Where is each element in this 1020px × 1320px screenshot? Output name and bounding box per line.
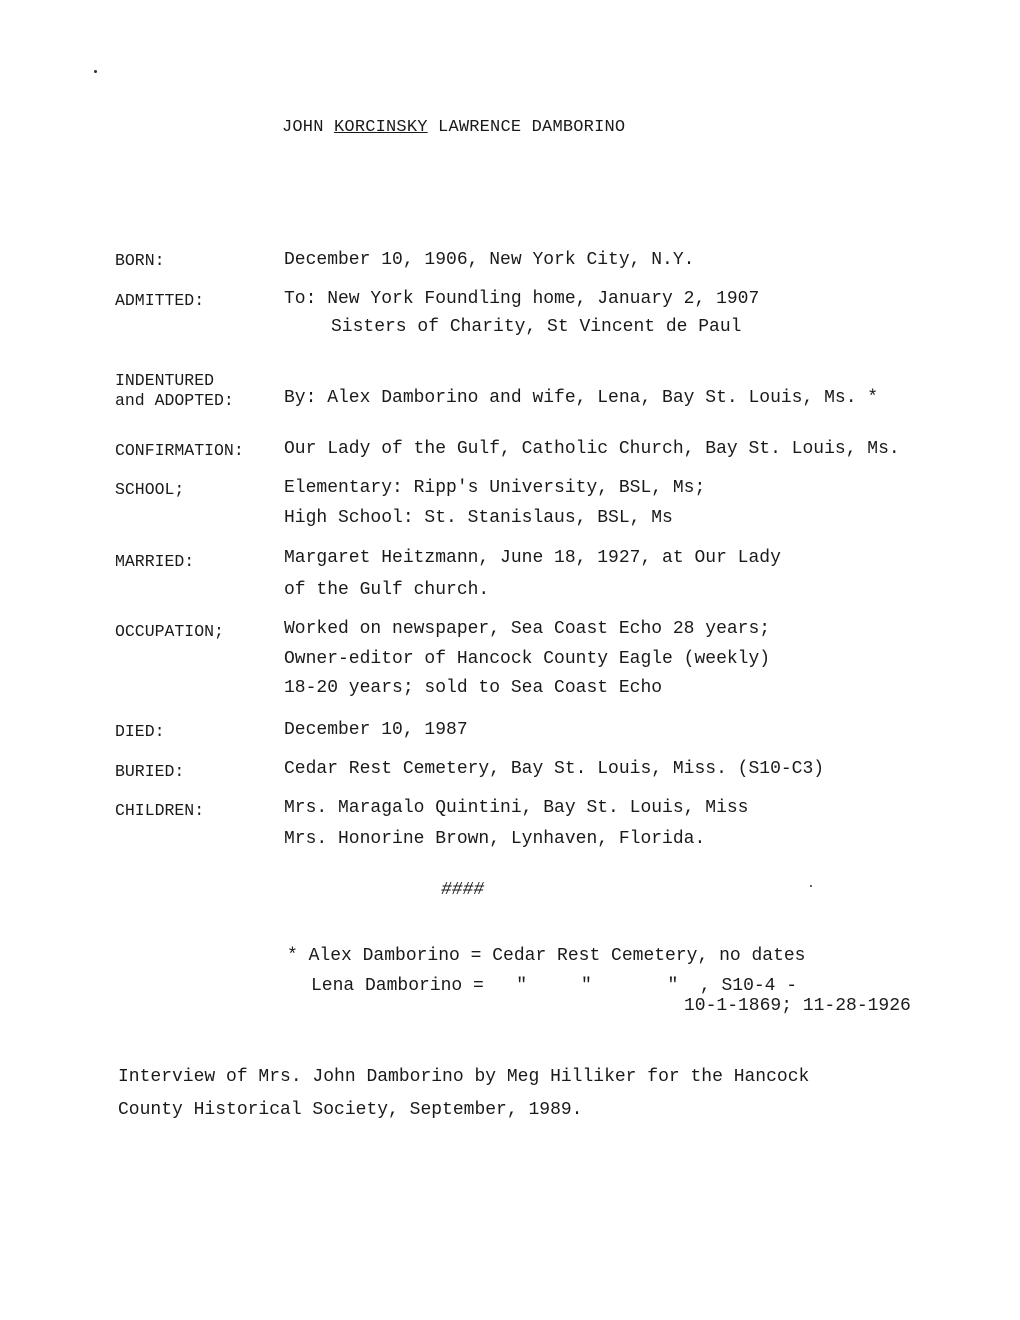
footnote-line3: 10-1-1869; 11-28-1926 bbox=[684, 996, 911, 1016]
children-value-line2: Mrs. Honorine Brown, Lynhaven, Florida. bbox=[284, 829, 706, 849]
adopted-label: and ADOPTED: bbox=[115, 391, 234, 410]
married-label: MARRIED: bbox=[115, 552, 195, 571]
credit-line1: Interview of Mrs. John Damborino by Meg Hilliker for the Hancock bbox=[118, 1067, 810, 1087]
married-value-line2: of the Gulf church. bbox=[284, 580, 490, 600]
born-label: BORN: bbox=[115, 251, 165, 270]
children-label: CHILDREN: bbox=[115, 801, 205, 820]
title-part-first: JOHN bbox=[282, 118, 335, 137]
footnote-line2: Lena Damborino = " " " , S10-4 - bbox=[311, 976, 798, 996]
died-value: December 10, 1987 bbox=[284, 720, 468, 740]
confirmation-value: Our Lady of the Gulf, Catholic Church, Bay St. Louis, Ms. bbox=[284, 439, 900, 459]
scan-speck bbox=[810, 885, 812, 887]
title-part-underlined: KORCINSKY bbox=[334, 118, 428, 137]
occupation-value-line1: Worked on newspaper, Sea Coast Echo 28 years; bbox=[284, 619, 771, 639]
occupation-value-line2: Owner-editor of Hancock County Eagle (weekly) bbox=[284, 649, 771, 669]
credit-line2: County Historical Society, September, 1989. bbox=[118, 1100, 583, 1120]
page-title bbox=[282, 118, 625, 137]
title-part-last: LAWRENCE DAMBORINO bbox=[427, 118, 626, 137]
admitted-value-line2: Sisters of Charity, St Vincent de Paul bbox=[331, 317, 742, 337]
section-separator: #### bbox=[441, 880, 485, 900]
admitted-label: ADMITTED: bbox=[115, 291, 205, 310]
children-value-line1: Mrs. Maragalo Quintini, Bay St. Louis, Miss bbox=[284, 798, 749, 818]
admitted-value-line1: To: New York Foundling home, January 2, 1907 bbox=[284, 289, 760, 309]
school-value-line2: High School: St. Stanislaus, BSL, Ms bbox=[284, 508, 673, 528]
buried-value: Cedar Rest Cemetery, Bay St. Louis, Miss. (S10-C3) bbox=[284, 759, 825, 779]
buried-label: BURIED: bbox=[115, 762, 185, 781]
married-value-line1: Margaret Heitzmann, June 18, 1927, at Our Lady bbox=[284, 548, 781, 568]
footnote-line1: * Alex Damborino = Cedar Rest Cemetery, no dates bbox=[287, 946, 806, 966]
born-value: December 10, 1906, New York City, N.Y. bbox=[284, 250, 695, 270]
indentured-label: INDENTURED bbox=[115, 371, 215, 390]
confirmation-label: CONFIRMATION: bbox=[115, 441, 244, 460]
adopted-value: By: Alex Damborino and wife, Lena, Bay St. Louis, Ms. * bbox=[284, 388, 879, 408]
school-value-line1: Elementary: Ripp's University, BSL, Ms; bbox=[284, 478, 706, 498]
school-label: SCHOOL; bbox=[115, 480, 185, 499]
died-label: DIED: bbox=[115, 722, 165, 741]
occupation-value-line3: 18-20 years; sold to Sea Coast Echo bbox=[284, 678, 663, 698]
occupation-label: OCCUPATION; bbox=[115, 622, 224, 641]
scan-speck bbox=[94, 70, 97, 73]
